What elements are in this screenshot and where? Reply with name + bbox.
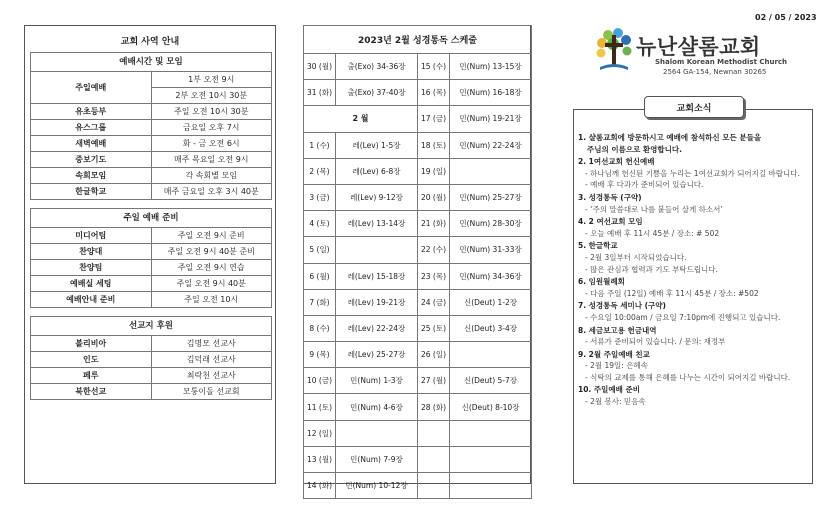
table-row xyxy=(304,394,532,420)
list-item xyxy=(578,300,810,323)
schedule-day: 8 (수) xyxy=(304,315,336,341)
schedule-day: 20 (월) xyxy=(418,184,450,210)
table-row xyxy=(304,237,532,263)
table-row-value: 금요일 오후 7시 xyxy=(151,120,272,136)
schedule-day: 25 (토) xyxy=(418,315,450,341)
church-news-panel xyxy=(573,103,813,484)
schedule-day: 28 (화) xyxy=(418,394,450,420)
schedule-day: 16 (목) xyxy=(418,80,450,106)
news-detail: - 식탁의 교제를 통해 은혜를 나누는 시간이 되어지길 바랍니다. xyxy=(585,372,791,382)
church-name: 뉴난샬롬교회 xyxy=(636,35,761,59)
table-row-value: 김명모 선교사 xyxy=(151,336,272,352)
table-row xyxy=(304,80,532,106)
table-row xyxy=(304,184,532,210)
schedule-day: 19 (일) xyxy=(418,158,450,184)
table-row xyxy=(304,342,532,368)
list-item xyxy=(578,240,810,275)
table-row xyxy=(304,211,532,237)
schedule-reading: 민(Num) 34-36장 xyxy=(450,263,532,289)
section-worship-times: 예배시간 및 모임 xyxy=(31,53,272,72)
table-row-value: 주일 오전 9시 40분 xyxy=(151,276,272,292)
table-row-key: 페루 xyxy=(31,368,152,384)
section-worship-prep: 주일 예배 준비 xyxy=(31,209,272,228)
news-detail: - 2월 3일부터 시작되었습니다. xyxy=(585,252,687,262)
table-row-key: 인도 xyxy=(31,352,152,368)
news-heading: 4. 2 여선교회 모임 xyxy=(578,217,643,227)
news-detail: - 2월 19일: 은혜속 xyxy=(585,361,648,371)
schedule-day xyxy=(418,446,450,472)
schedule-reading xyxy=(450,446,532,472)
news-detail: - 많은 관심과 협력과 기도 부탁드립니다. xyxy=(585,264,718,274)
news-detail: - 2월 봉사: 믿음속 xyxy=(585,397,646,407)
schedule-day: 5 (일) xyxy=(304,237,336,263)
table-row-key: 북한선교 xyxy=(31,384,152,400)
schedule-reading: 신(Deut) 8-10장 xyxy=(450,394,532,420)
table-row-key: 새벽예배 xyxy=(31,136,152,152)
table-row-key: 예배안내 준비 xyxy=(31,292,152,308)
table-row-value: 화 - 금 오전 6시 xyxy=(151,136,272,152)
schedule-day: 10 (금) xyxy=(304,368,336,394)
table-row-value: 최락천 선교사 xyxy=(151,368,272,384)
table-row-value: 매주 목요일 오전 9시 xyxy=(151,152,272,168)
schedule-day: 13 (월) xyxy=(304,446,336,472)
ministry-table xyxy=(30,52,272,400)
table-row xyxy=(304,315,532,341)
church-english-name: Shalom Korean Methodist Church xyxy=(655,58,788,66)
table-row xyxy=(304,420,532,446)
news-heading: 3. 성경통독 (구약) xyxy=(578,192,642,202)
schedule-reading: 신(Deut) 3-4장 xyxy=(450,315,532,341)
schedule-day: 26 (일) xyxy=(418,342,450,368)
schedule-reading xyxy=(336,420,418,446)
schedule-day: 15 (수) xyxy=(418,54,450,80)
table-row xyxy=(304,263,532,289)
worship-time-2: 2부 오전 10시 30분 xyxy=(151,88,272,104)
schedule-reading: 신(Deut) 5-7장 xyxy=(450,368,532,394)
schedule-day: 7 (화) xyxy=(304,289,336,315)
table-row-value: 주일 오전 9시 40분 준비 xyxy=(151,244,272,260)
schedule-reading: 출(Exo) 34-36장 xyxy=(336,54,418,80)
bible-reading-schedule-panel xyxy=(303,25,531,491)
schedule-title: 2023년 2월 성경통독 스케줄 xyxy=(304,26,532,54)
schedule-reading: 레(Lev) 25-27장 xyxy=(336,342,418,368)
table-row-key: 속회모임 xyxy=(31,168,152,184)
schedule-reading: 레(Lev) 13-14장 xyxy=(336,211,418,237)
schedule-day: 18 (토) xyxy=(418,132,450,158)
schedule-day: 1 (수) xyxy=(304,132,336,158)
list-item xyxy=(578,349,810,384)
schedule-reading: 민(Num) 19-21장 xyxy=(450,106,532,132)
table-row-value: 주일 오전 10시 xyxy=(151,292,272,308)
schedule-day xyxy=(418,473,450,499)
schedule-day: 12 (일) xyxy=(304,420,336,446)
table-row-value: 주일 오전 10시 30분 xyxy=(151,104,272,120)
schedule-reading: 민(Num) 13-15장 xyxy=(450,54,532,80)
table-row xyxy=(304,473,532,499)
worship-time-1: 1부 오전 9시 xyxy=(151,72,272,88)
news-list xyxy=(578,132,810,409)
schedule-reading: 레(Lev) 9-12장 xyxy=(336,184,418,210)
news-heading: 1. 샬롬교회에 방문하시고 예배에 참석하신 모든 분들을 xyxy=(578,133,762,142)
table-row xyxy=(304,132,532,158)
news-heading: 8. 세금보고용 헌금내역 xyxy=(578,325,657,335)
ministry-info-title: 교회 사역 안내 xyxy=(120,37,180,47)
schedule-day: 30 (월) xyxy=(304,54,336,80)
schedule-day: 24 (금) xyxy=(418,289,450,315)
schedule-reading: 민(Num) 31-33장 xyxy=(450,237,532,263)
news-heading: 6. 임원월례회 xyxy=(578,277,625,287)
table-row-value: 각 속회별 모임 xyxy=(151,168,272,184)
schedule-reading xyxy=(336,237,418,263)
schedule-reading: 출(Exo) 37-40장 xyxy=(336,80,418,106)
schedule-day xyxy=(418,420,450,446)
news-detail: - 오늘 예배 후 11시 45분 / 장소: # 502 xyxy=(585,228,720,238)
schedule-reading: 민(Num) 4-6장 xyxy=(336,394,418,420)
schedule-reading xyxy=(450,158,532,184)
table-row-value: 매주 금요일 오후 3시 40분 xyxy=(151,184,272,200)
table-row-key: 한글학교 xyxy=(31,184,152,200)
schedule-day: 21 (화) xyxy=(418,211,450,237)
church-address: 2564 GA-154, Newnan 30265 xyxy=(663,68,767,76)
list-item xyxy=(578,192,810,215)
ministry-info-panel xyxy=(24,25,276,484)
table-row-value: 모퉁이돌 선교회 xyxy=(151,384,272,400)
worship-label: 주일예배 xyxy=(31,72,152,104)
table-row-key: 유초등부 xyxy=(31,104,152,120)
schedule-table xyxy=(303,25,532,499)
schedule-day: 3 (금) xyxy=(304,184,336,210)
list-item xyxy=(578,276,810,299)
schedule-day: 11 (토) xyxy=(304,394,336,420)
news-heading: 10. 주일예배 준비 xyxy=(578,385,640,395)
schedule-reading xyxy=(450,473,532,499)
news-heading: 주님의 이름으로 환영합니다. xyxy=(587,144,683,154)
schedule-reading: 레(Lev) 15-18장 xyxy=(336,263,418,289)
schedule-reading: 민(Num) 7-9장 xyxy=(336,446,418,472)
spacer xyxy=(31,200,272,209)
schedule-day: 23 (목) xyxy=(418,263,450,289)
schedule-reading: 민(Num) 1-3장 xyxy=(336,368,418,394)
table-row-key: 찬양팀 xyxy=(31,260,152,276)
table-row-key: 유스그룹 xyxy=(31,120,152,136)
schedule-day: 9 (목) xyxy=(304,342,336,368)
month-label: 2 월 xyxy=(304,106,418,132)
schedule-reading: 레(Lev) 19-21장 xyxy=(336,289,418,315)
schedule-day: 4 (토) xyxy=(304,211,336,237)
schedule-reading: 레(Lev) 1-5장 xyxy=(336,132,418,158)
schedule-day: 17 (금) xyxy=(418,106,450,132)
schedule-reading: 민(Num) 25-27장 xyxy=(450,184,532,210)
table-row-value: 주일 오전 9시 준비 xyxy=(151,228,272,244)
table-row-key: 미디어팀 xyxy=(31,228,152,244)
news-heading: 2. 1여선교회 헌신예배 xyxy=(578,157,655,167)
schedule-reading: 민(Num) 10-12장 xyxy=(336,473,418,499)
news-detail: - 수요일 10:00am / 금요일 7:10pm에 진행되고 있습니다. xyxy=(585,312,781,322)
table-row xyxy=(304,54,532,80)
table-row xyxy=(304,446,532,472)
list-item xyxy=(578,384,810,407)
news-heading: 5. 한글학교 xyxy=(578,241,618,251)
table-row-key: 찬양대 xyxy=(31,244,152,260)
table-row xyxy=(304,158,532,184)
news-heading: 7. 성경통독 세미나 (구약) xyxy=(578,301,666,311)
schedule-day: 31 (화) xyxy=(304,80,336,106)
table-row xyxy=(304,289,532,315)
bulletin-date: 02 / 05 / 2023 xyxy=(755,13,817,22)
schedule-day: 2 (목) xyxy=(304,158,336,184)
schedule-day: 27 (월) xyxy=(418,368,450,394)
news-detail: - 하나님께 헌신된 기쁨을 누리는 1여선교회가 되어지길 바랍니다. xyxy=(585,168,800,178)
news-heading: 9. 2월 주일예배 친교 xyxy=(578,349,650,359)
schedule-day: 14 (화) xyxy=(304,473,336,499)
list-item xyxy=(578,216,810,239)
news-detail: - 다음 주일 (12일) 예배 후 11시 45분 / 장소: #502 xyxy=(585,288,759,298)
schedule-reading: 민(Num) 28-30장 xyxy=(450,211,532,237)
news-detail: - 예배 후 다과가 준비되어 있습니다. xyxy=(585,180,704,190)
church-news-title: 교회소식 xyxy=(644,96,744,118)
schedule-reading: 신(Deut) 1-2장 xyxy=(450,289,532,315)
table-row xyxy=(304,106,532,132)
schedule-reading xyxy=(450,342,532,368)
news-detail: - ‘주의 말씀대로 나를 붙들어 살게 하소서’ xyxy=(585,204,723,214)
list-item xyxy=(578,156,810,191)
list-item xyxy=(578,325,810,348)
schedule-day: 22 (수) xyxy=(418,237,450,263)
spacer xyxy=(31,308,272,317)
table-row-key: 볼리비아 xyxy=(31,336,152,352)
schedule-reading: 레(Lev) 6-8장 xyxy=(336,158,418,184)
schedule-reading: 레(Lev) 22-24장 xyxy=(336,315,418,341)
news-detail: - 서류가 준비되어 있습니다. / 문의: 재정부 xyxy=(585,337,726,347)
section-missions: 선교지 후원 xyxy=(31,317,272,336)
tree-cross-logo-icon xyxy=(594,27,634,75)
table-row-value: 주일 오전 9시 연습 xyxy=(151,260,272,276)
list-item xyxy=(578,132,810,155)
table-row xyxy=(304,368,532,394)
table-row-value: 김덕래 선교사 xyxy=(151,352,272,368)
table-row-key: 중보기도 xyxy=(31,152,152,168)
schedule-day: 6 (월) xyxy=(304,263,336,289)
schedule-reading: 민(Num) 22-24장 xyxy=(450,132,532,158)
table-row-key: 예배실 세팅 xyxy=(31,276,152,292)
schedule-reading xyxy=(450,420,532,446)
schedule-reading: 민(Num) 16-18장 xyxy=(450,80,532,106)
